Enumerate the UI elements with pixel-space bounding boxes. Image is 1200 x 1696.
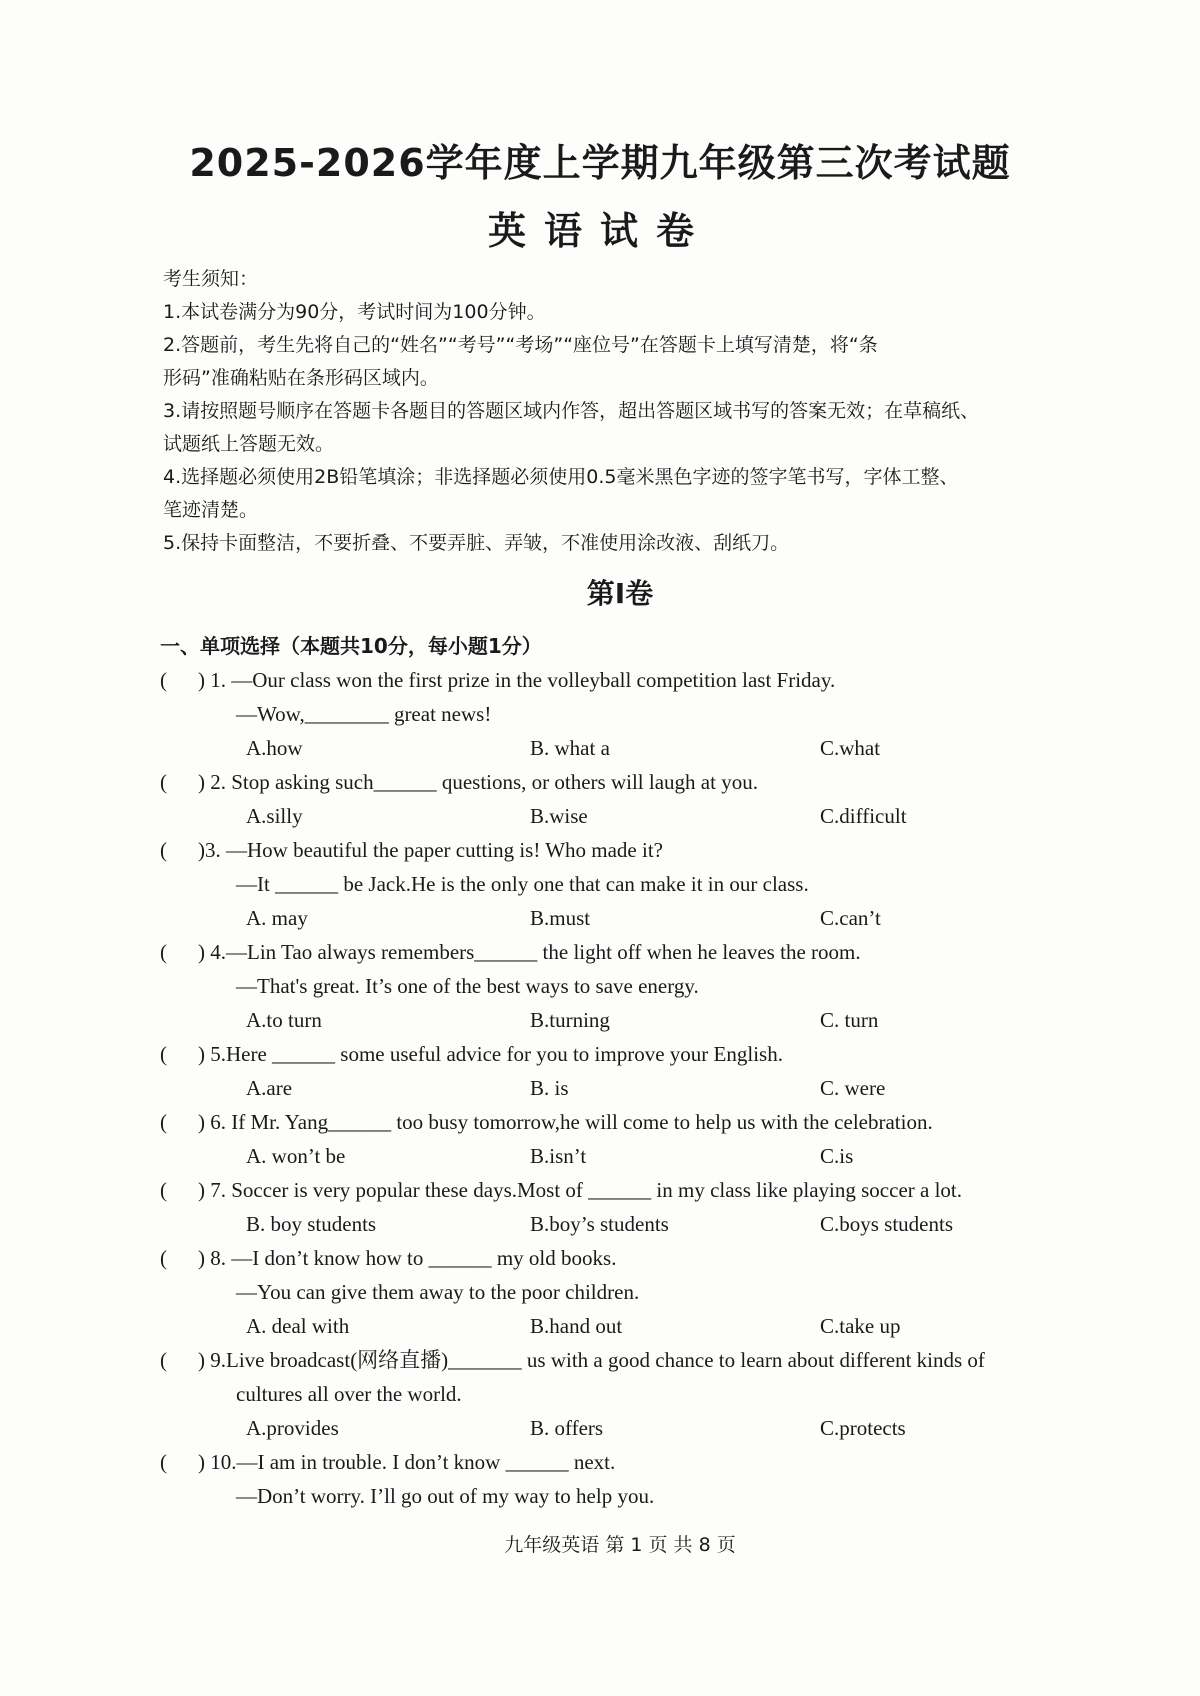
answer-option: B. what a	[530, 736, 610, 760]
question-continuation-row	[160, 1479, 1060, 1513]
options-row	[160, 1071, 1060, 1105]
answer-option: B.must	[530, 906, 591, 930]
options-row	[160, 1139, 1060, 1173]
exam-title: 2025-2026学年度上学期九年级第三次考试题	[189, 141, 1011, 185]
notice-line: 3.请按照题号顺序在答题卡各题目的答题区域内作答，超出答题区域书写的答案无效；在草稿纸、	[163, 400, 980, 422]
options-row	[160, 1003, 1060, 1037]
options-row	[160, 799, 1060, 833]
options-row	[160, 901, 1060, 935]
question-continuation-row	[160, 867, 1060, 901]
question-stem: ) 2. Stop asking such______ questions, or others will laugh at you.	[198, 770, 758, 794]
answer-option: A. won’t be	[246, 1144, 346, 1168]
question-stem: ) 6. If Mr. Yang______ too busy tomorrow,he will come to help us with the celebration.	[198, 1110, 933, 1134]
answer-option: A. deal with	[246, 1314, 350, 1338]
answer-bracket: (	[160, 1178, 167, 1202]
options-row	[160, 1309, 1060, 1343]
options-row	[160, 1411, 1060, 1445]
answer-option: C.difficult	[820, 804, 907, 828]
question-continuation: —Wow,________ great news!	[236, 702, 492, 726]
answer-option: B.boy’s students	[530, 1212, 669, 1236]
question-stem: ) 5.Here ______ some useful advice for you to improve your English.	[198, 1042, 783, 1066]
question-item	[160, 1105, 1060, 1139]
answer-option: B.wise	[530, 804, 588, 828]
question-stem: ) 10.—I am in trouble. I don’t know ______ next.	[198, 1450, 616, 1474]
answer-bracket: (	[160, 1246, 167, 1270]
answer-option: C.boys students	[820, 1212, 954, 1236]
answer-option: C.can’t	[820, 906, 881, 930]
answer-option: C.take up	[820, 1314, 901, 1338]
question-continuation: —You can give them away to the poor children.	[236, 1280, 640, 1304]
question-list	[160, 663, 1060, 1513]
answer-option: B.hand out	[530, 1314, 623, 1338]
notice-line: 试题纸上答题无效。	[163, 433, 335, 455]
question-stem: ) 4.—Lin Tao always remembers______ the light off when he leaves the room.	[198, 940, 861, 964]
question-item	[160, 1445, 1060, 1479]
candidate-notice	[163, 263, 1093, 560]
question-continuation: cultures all over the world.	[236, 1382, 462, 1406]
question-item	[160, 663, 1060, 697]
question-continuation-row	[160, 969, 1060, 1003]
answer-bracket: (	[160, 940, 167, 964]
answer-option: A.are	[246, 1076, 293, 1100]
answer-option: C. turn	[820, 1008, 879, 1032]
answer-bracket: (	[160, 838, 167, 862]
answer-option: B. is	[530, 1076, 569, 1100]
question-item	[160, 1343, 1060, 1377]
question-item	[160, 1173, 1060, 1207]
answer-bracket: (	[160, 1450, 167, 1474]
notice-line: 4.选择题必须使用2B铅笔填涂；非选择题必须使用0.5毫米黑色字迹的签字笔书写，字体工整、	[163, 466, 959, 488]
question-continuation: —It ______ be Jack.He is the only one that can make it in our class.	[236, 872, 809, 896]
part-header: 一、单项选择（本题共10分，每小题1分）	[160, 634, 542, 658]
question-continuation-row	[160, 1275, 1060, 1309]
answer-bracket: (	[160, 1042, 167, 1066]
answer-bracket: (	[160, 770, 167, 794]
answer-bracket: (	[160, 1110, 167, 1134]
notice-line: 笔迹清楚。	[163, 499, 259, 521]
notice-line: 1.本试卷满分为90分，考试时间为100分钟。	[163, 301, 546, 323]
question-item	[160, 935, 1060, 969]
answer-option: B.isn’t	[530, 1144, 587, 1168]
question-stem: ) 8. —I don’t know how to ______ my old books.	[198, 1246, 617, 1270]
question-item	[160, 1037, 1060, 1071]
question-stem: ) 1. —Our class won the first prize in the volleyball competition last Friday.	[198, 668, 836, 692]
question-stem: ) 7. Soccer is very popular these days.Most of ______ in my class like playing soccer a lot.	[198, 1178, 962, 1202]
page-footer: 九年级英语 第 1 页 共 8 页	[504, 1534, 736, 1556]
notice-line: 2.答题前，考生先将自己的“姓名”“考号”“考场”“座位号”在答题卡上填写清楚，将“条	[163, 334, 878, 356]
answer-option: A.silly	[246, 804, 303, 828]
question-continuation: —Don’t worry. I’ll go out of my way to help you.	[236, 1484, 655, 1508]
answer-option: C.protects	[820, 1416, 906, 1440]
notice-heading: 考生须知：	[163, 268, 259, 290]
notice-line: 形码”准确粘贴在条形码区域内。	[163, 367, 439, 389]
answer-option: A.provides	[246, 1416, 339, 1440]
answer-bracket: (	[160, 1348, 167, 1372]
answer-option: A.to turn	[246, 1008, 322, 1032]
question-stem: )3. —How beautiful the paper cutting is! Who made it?	[198, 838, 663, 862]
question-continuation-row	[160, 697, 1060, 731]
answer-option: B. offers	[530, 1416, 604, 1440]
question-stem: ) 9.Live broadcast(网络直播)_______ us with a good chance to learn about different kinds of	[198, 1348, 985, 1372]
answer-option: C.what	[820, 736, 881, 760]
question-continuation-row	[160, 1377, 1060, 1411]
answer-option: B. boy students	[246, 1212, 377, 1236]
options-row	[160, 731, 1060, 765]
question-item	[160, 1241, 1060, 1275]
question-item	[160, 833, 1060, 867]
question-continuation: —That's great. It’s one of the best ways to save energy.	[236, 974, 699, 998]
section-title: 第Ⅰ卷	[586, 577, 654, 610]
answer-bracket: (	[160, 668, 167, 692]
answer-option: B.turning	[530, 1008, 610, 1032]
answer-option: C.is	[820, 1144, 854, 1168]
answer-option: A. may	[246, 906, 308, 930]
question-item	[160, 765, 1060, 799]
answer-option: A.how	[246, 736, 303, 760]
answer-option: C. were	[820, 1076, 886, 1100]
options-row	[160, 1207, 1060, 1241]
notice-line: 5.保持卡面整洁，不要折叠、不要弄脏、弄皱，不准使用涂改液、刮纸刀。	[163, 532, 790, 554]
exam-subtitle: 英语试卷	[487, 209, 712, 253]
